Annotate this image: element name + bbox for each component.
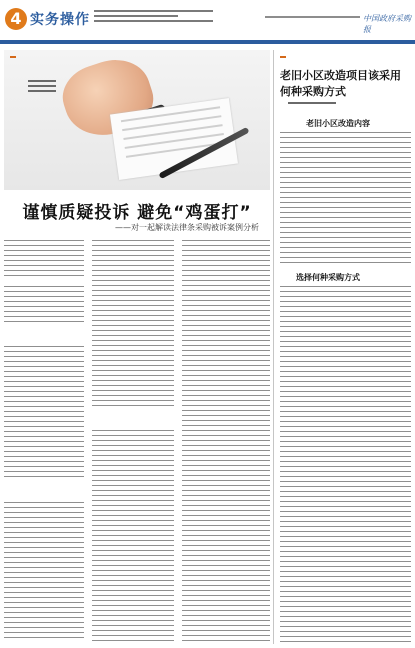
body-text-block xyxy=(280,286,411,642)
body-text-block xyxy=(92,240,174,408)
body-text-block xyxy=(92,430,174,642)
page-header xyxy=(0,0,415,46)
article-tag xyxy=(10,56,16,58)
sidebar-subhead: 老旧小区改造内容 xyxy=(306,119,370,128)
sidebar-subhead: 选择何种采购方式 xyxy=(296,273,360,282)
page-number-badge: 4 xyxy=(5,8,27,30)
body-text-block xyxy=(4,240,84,280)
section-title: 实务操作 xyxy=(30,12,90,28)
body-text-block xyxy=(4,502,84,642)
main-article xyxy=(4,50,270,644)
sidebar-tag xyxy=(280,56,286,58)
column-divider xyxy=(273,50,274,644)
article-photo xyxy=(4,50,270,190)
contact-info xyxy=(265,16,360,18)
sidebar-headline: 老旧小区改造项目该采用何种采购方式 xyxy=(280,69,401,98)
sidebar-byline xyxy=(288,102,336,104)
author-byline xyxy=(28,80,56,95)
masthead-logo: 中国政府采购报 xyxy=(363,14,411,34)
body-text-block xyxy=(4,346,84,480)
article-subheadline: ——对一起解读法律条采购被诉案例分析 xyxy=(115,223,259,232)
sidebar-article xyxy=(280,50,411,644)
body-text-block xyxy=(280,132,411,266)
issue-meta xyxy=(94,10,234,25)
header-rule xyxy=(0,40,415,44)
body-text-block xyxy=(182,240,270,642)
article-headline: 谨慎质疑投诉 避免“鸡蛋打” xyxy=(22,203,252,223)
body-text-block xyxy=(4,286,84,326)
